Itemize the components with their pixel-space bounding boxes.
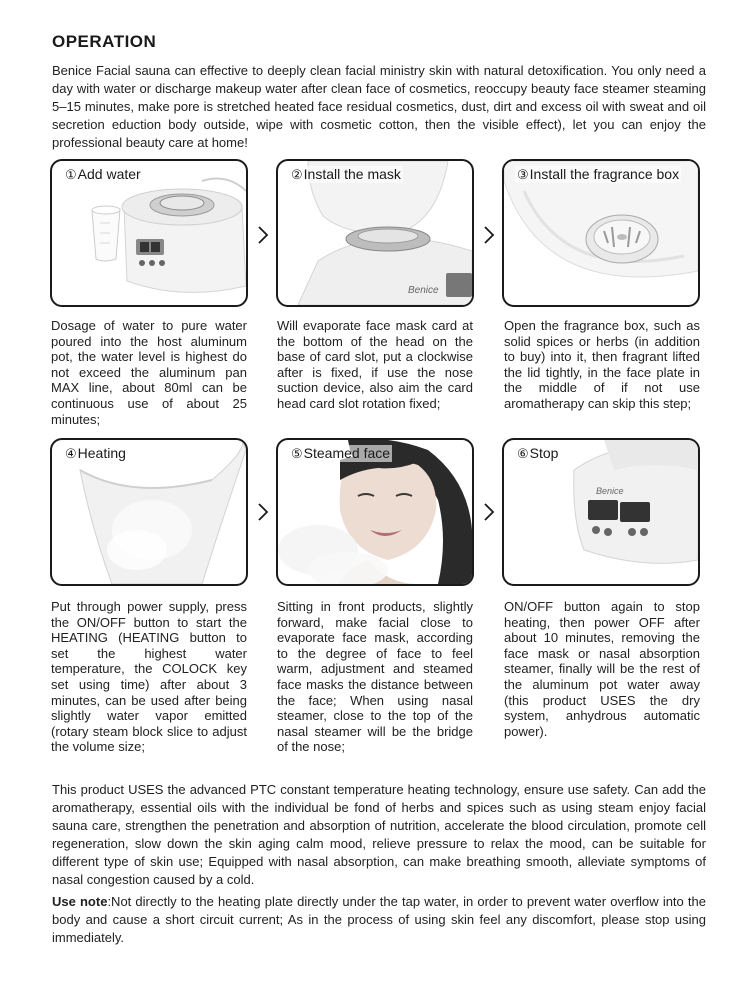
step-6-title: ⑥Stop xyxy=(517,445,559,461)
step-2-title: ②Install the mask xyxy=(291,166,401,182)
step-4-title: ④Heating xyxy=(65,445,126,461)
step-1-description: Dosage of water to pure water poured into the host aluminum pot, the water level is highest do not exceed the aluminum pan MAX line, about 80ml can be continuous use of about 25 minutes; xyxy=(51,318,247,427)
step-4-panel xyxy=(50,438,248,586)
step-4-description: Put through power supply, press the ON/OFF button to start the HEATING (HEATING button to set the highest water temperature, the COLOCK key set using time) after about 3 minutes, can be used after being slightly water vapor emitted (rotary steam block slice to adjust the volume size; xyxy=(51,599,247,755)
outro-paragraph: This product USES the advanced PTC constant temperature heating technology, ensure use safety. Can add the aromatherapy, essential oils with the individual be fond of herbs and spices such as using steam enjoy facial sauna care, strengthen the penetration and absorption of nutrition, accelerate the blood circulation, promote cell regeneration, slow down the skin aging calm mood, relieve pressure to relax the mood, can be suitable for different type of skin use; Equipped with nasal absorption, can make breathing smooth, alleviate symptoms of nasal congestion caused by a cold. xyxy=(52,782,706,887)
step-2-description: Will evaporate face mask card at the bottom of the head on the base of card slot, put a clockwise after is fixed, if use the nose suction device, also aim the card head card slot rotation fixed; xyxy=(277,318,473,411)
chevron-right-icon xyxy=(256,224,270,246)
step-5-panel xyxy=(276,438,474,586)
step-5-description: Sitting in front products, slightly forward, make facial close to evaporate face mask, according to the degree of face to feel warm, adjustment and steamed face masks the distance between the face; When using nasal steamer, close to the top of the nasal steamer will be the bridge of the nose; xyxy=(277,599,473,755)
step-2-panel xyxy=(276,159,474,307)
chevron-right-icon xyxy=(482,224,496,246)
chevron-right-icon xyxy=(256,501,270,523)
step-3-panel xyxy=(502,159,700,307)
chevron-right-icon xyxy=(482,501,496,523)
step-5-title: ⑤Steamed face xyxy=(291,445,391,461)
page-title: OPERATION xyxy=(52,32,157,51)
use-note-text: :Not directly to the heating plate directly under the tap water, in order to prevent water overflow into the body and cause a short circuit current; As in the process of using skin feel any discomfort, please stop using immediately. xyxy=(52,894,706,945)
use-note-label: Use note xyxy=(52,894,108,909)
step-1-title: ①Add water xyxy=(65,166,141,182)
step-1-panel xyxy=(50,159,248,307)
step-3-description: Open the fragrance box, such as solid spices or herbs (in addition to buy) into it, then fragrant lifted the lid tightly, in the face plate in the middle of if not use aromatherapy can skip this step; xyxy=(504,318,700,411)
brand-logo: Benice xyxy=(408,285,439,296)
step-3-title: ③Install the fragrance box xyxy=(517,166,680,182)
brand-logo: Benice xyxy=(596,486,624,496)
step-6-panel xyxy=(502,438,700,586)
step-6-description: ON/OFF button again to stop heating, then power OFF after about 10 minutes, removing the face mask or nasal absorption steamer, finally will be the rest of the aluminum pot water away (this product USES the dry system, anhydrous automatic power). xyxy=(504,599,700,739)
intro-paragraph: Benice Facial sauna can effective to deeply clean facial ministry skin with natural detoxification. You only need a day with water or discharge makeup water after clean face of cosmetics, reoccupy beauty face steamer steaming 5–15 minutes, make pore is stretched heated face residual cosmetics, dust, dirt and excess oil with sweat and oil secretion eduction body outside, wipe with cosmetic cotton, then the visible effect), let you can enjoy the professional beauty care at home! xyxy=(52,63,706,150)
use-note xyxy=(52,893,706,947)
